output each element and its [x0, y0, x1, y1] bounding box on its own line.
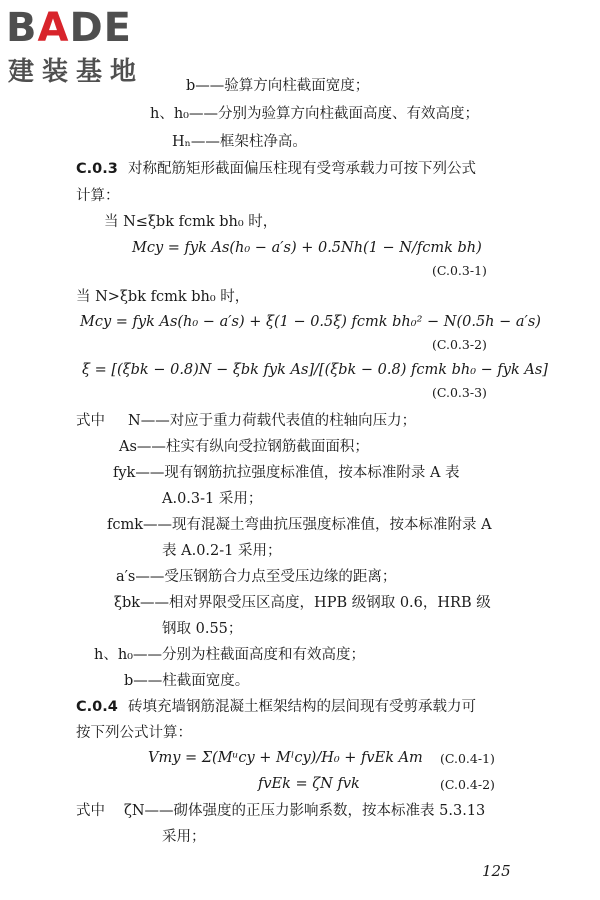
clause-c03-title-line2: 计算：: [76, 188, 120, 204]
formula-c03-3-number: (C.0.3-3): [432, 385, 487, 400]
condition-2: 当 N>ξbk fcmk bh₀ 时，: [76, 289, 250, 305]
def-N: N——对应于重力荷载代表值的柱轴向压力；: [128, 413, 417, 429]
def-hn-top: Hₙ——框架柱净高。: [172, 134, 307, 150]
def-b-top: b——验算方向柱截面宽度；: [186, 78, 370, 94]
formula-c04-1: Vmy = Σ(Mᵘcy + Mˡcy)/H₀ + fvEk Am: [148, 750, 423, 766]
formula-c03-3: ξ = [(ξbk − 0.8)N − ξbk fyk As]/[(ξbk − 0.8) fcmk bh₀ − fyk As]: [82, 362, 548, 378]
def-zetaN-cont: 采用；: [162, 829, 206, 845]
bade-logo: [4, 4, 174, 94]
clause-c04-title-line2: 按下列公式计算：: [76, 725, 192, 741]
def-h-top: h、h₀——分别为验算方向柱截面高度、有效高度；: [150, 106, 479, 122]
defs-lead: 式中: [76, 413, 105, 429]
logo-subtitle: 建装基地: [8, 57, 145, 87]
def-fcmk: fcmk——现有混凝土弯曲抗压强度标准值，按本标准附录 A: [107, 517, 492, 533]
condition-1: 当 N≤ξbk fcmk bh₀ 时，: [104, 214, 278, 230]
def-b: b——柱截面宽度。: [124, 673, 250, 689]
formula-c03-2-number: (C.0.3-2): [432, 337, 487, 352]
def-fyk-cont: A.0.3-1 采用；: [162, 491, 263, 507]
page-number: 125: [482, 862, 511, 880]
clause-c03-number: C.0.3: [76, 161, 118, 177]
def-xibk-cont: 钢取 0.55；: [162, 621, 243, 637]
formula-c04-1-number: (C.0.4-1): [440, 751, 495, 766]
logo-wordmark: BADE: [6, 5, 132, 51]
formula-c03-2: Mcy = fyk As(h₀ − a′s) + ξ(1 − 0.5ξ) fcmk bh₀² − N(0.5h − a′s): [80, 314, 541, 330]
clause-c04-title-line1: 砖填充墙钢筋混凝土框架结构的层间现有受剪承载力可: [128, 699, 476, 715]
clause-c03-title-line1: 对称配筋矩形截面偏压柱现有受弯承载力可按下列公式: [128, 161, 476, 177]
def-as-prime: a′s——受压钢筋合力点至受压边缘的距离；: [116, 569, 397, 585]
def-fcmk-cont: 表 A.0.2-1 采用；: [162, 543, 282, 559]
def-fyk: fyk——现有钢筋抗拉强度标准值，按本标准附录 A 表: [113, 465, 460, 481]
def-As: As——柱实有纵向受拉钢筋截面面积；: [119, 439, 369, 455]
formula-c03-1: Mcy = fyk As(h₀ − a′s) + 0.5Nh(1 − N/fcmk bh): [132, 240, 482, 256]
def-zetaN: ζN——砌体强度的正压力影响系数，按本标准表 5.3.13: [124, 803, 486, 819]
c04-defs-lead: 式中: [76, 803, 105, 819]
formula-c04-2-number: (C.0.4-2): [440, 777, 495, 792]
def-xibk: ξbk——相对界限受压区高度，HPB 级钢取 0.6，HRB 级: [114, 595, 491, 611]
formula-c03-1-number: (C.0.3-1): [432, 263, 487, 278]
formula-c04-2: fvEk = ζN fvk: [258, 776, 360, 792]
clause-c04-number: C.0.4: [76, 699, 118, 715]
def-h-h0: h、h₀——分别为柱截面高度和有效高度；: [94, 647, 365, 663]
